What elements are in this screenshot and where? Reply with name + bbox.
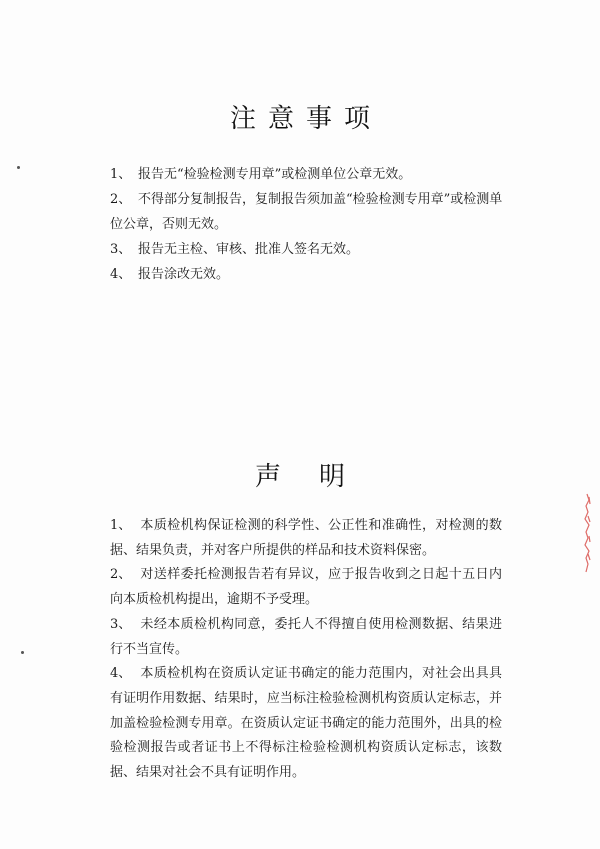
item-number: 4、 bbox=[110, 267, 132, 282]
statement-list bbox=[110, 514, 502, 786]
scan-dot bbox=[21, 651, 24, 654]
statement-item-4 bbox=[110, 662, 502, 786]
item-number: 2、 bbox=[110, 192, 132, 207]
notes-item-3 bbox=[110, 237, 510, 262]
item-text: 未经本质检机构同意，委托人不得擅自使用检测数据、结果进行不当宣传。 bbox=[110, 616, 502, 657]
item-number: 1、 bbox=[110, 518, 132, 533]
notes-list bbox=[110, 162, 510, 287]
scan-dot bbox=[17, 166, 20, 169]
statement-item-1 bbox=[110, 514, 502, 563]
item-text: 报告无“检验检测专用章”或检测单位公章无效。 bbox=[138, 167, 412, 182]
item-number: 3、 bbox=[110, 242, 132, 257]
item-number: 1、 bbox=[110, 167, 132, 182]
item-text: 报告涂改无效。 bbox=[138, 267, 230, 282]
item-number: 4、 bbox=[110, 666, 132, 682]
statement-item-2 bbox=[110, 563, 502, 612]
notes-item-1 bbox=[110, 162, 510, 187]
item-text: 本质检机构保证检测的科学性、公正性和准确性，对检测的数据、结果负责，并对客户所提供的样品和技术资料保密。 bbox=[110, 518, 502, 558]
notes-title: 注意事项 bbox=[229, 104, 382, 134]
notes-item-4 bbox=[110, 262, 510, 287]
item-text: 对送样委托检测报告若有异议，应于报告收到之日起十五日内向本质检机构提出，逾期不予受理。 bbox=[110, 567, 502, 608]
statement-item-3 bbox=[110, 613, 502, 662]
statement-title: 声明 bbox=[254, 462, 383, 492]
item-number: 3、 bbox=[110, 616, 132, 632]
item-text: 不得部分复制报告，复制报告须加盖“检验检测专用章”或检测单位公章，否则无效。 bbox=[110, 192, 503, 232]
item-number: 2、 bbox=[110, 567, 132, 583]
seal-edge-mark bbox=[583, 492, 591, 574]
item-text: 本质检机构在资质认定证书确定的能力范围内，对社会出具具有证明作用数据、结果时，应当标注检验检测机构资质认定标志，并加盖检验检测专用章。在资质认定证书确定的能力范围外，出具的检验检测报告或者证书上不得标注检验检测机构资质认定标志，该数据、结果对社会不具有证明作用。 bbox=[110, 666, 502, 781]
item-text: 报告无主检、审核、批准人签名无效。 bbox=[138, 242, 360, 257]
notes-item-2 bbox=[110, 187, 510, 237]
